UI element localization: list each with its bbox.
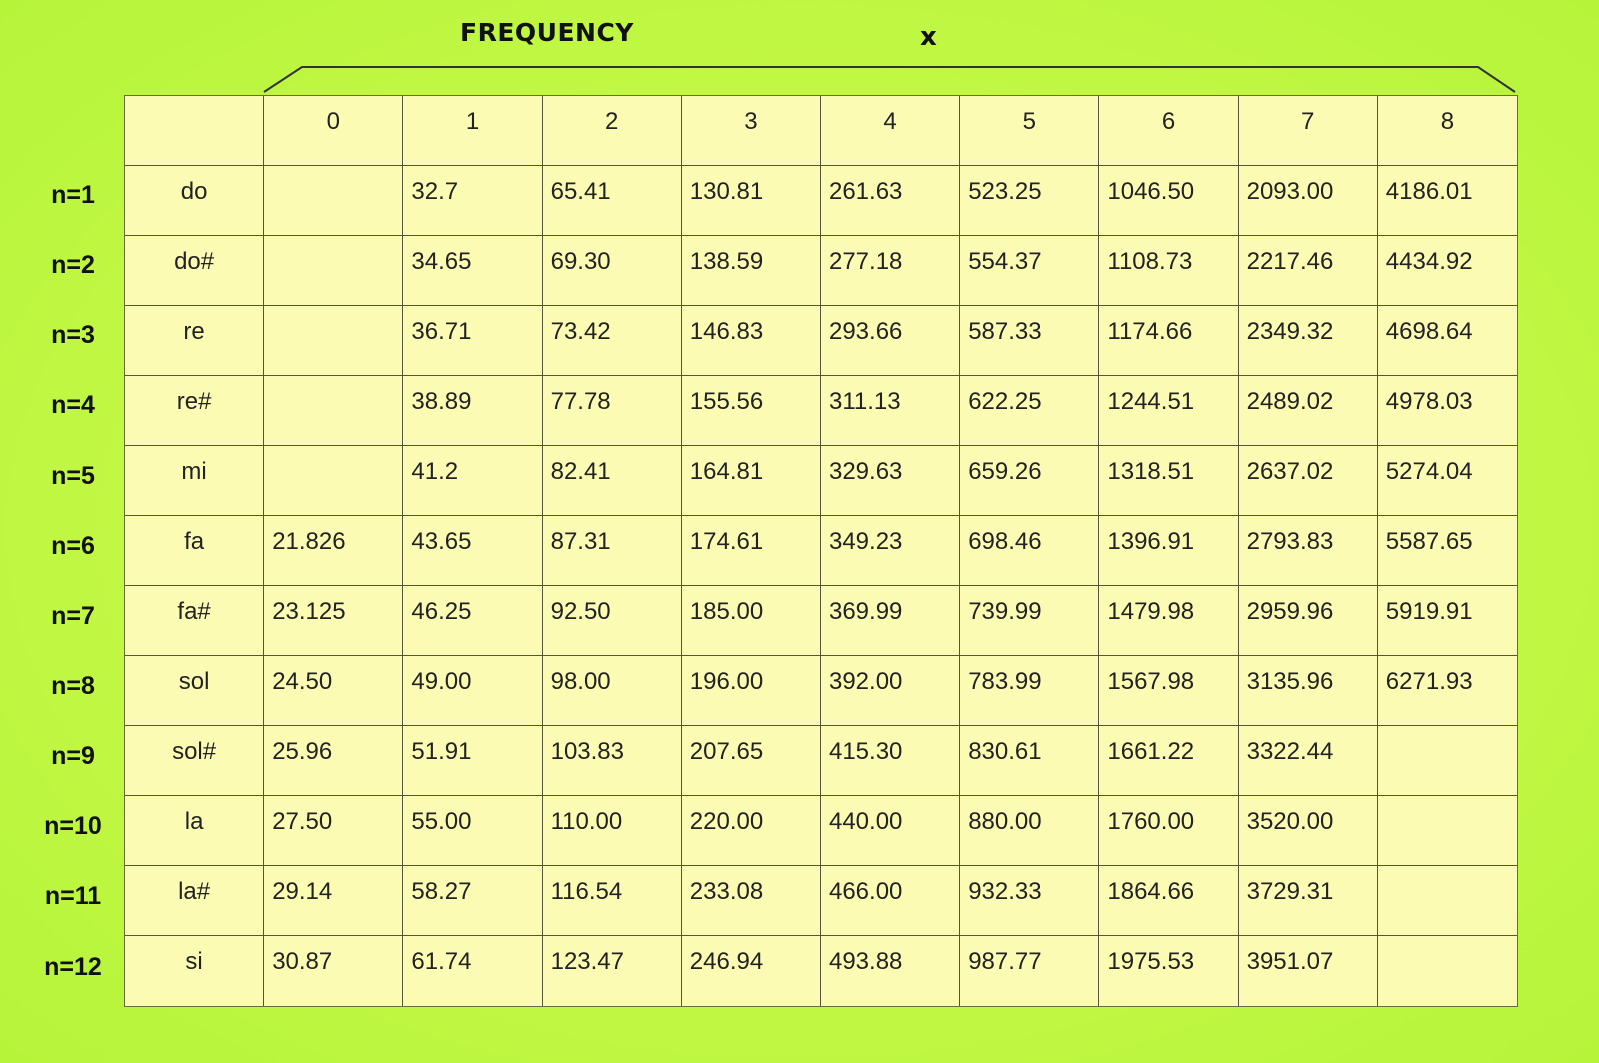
frequency-cell: 329.63 (821, 446, 960, 516)
frequency-cell: 69.30 (543, 236, 682, 306)
frequency-cell: 3951.07 (1239, 936, 1378, 1006)
column-header-1: 1 (403, 96, 542, 166)
frequency-cell: 3322.44 (1239, 726, 1378, 796)
frequency-cell: 830.61 (960, 726, 1099, 796)
note-name-cell: re (125, 306, 264, 376)
column-header-3: 3 (682, 96, 821, 166)
frequency-cell (264, 446, 403, 516)
row-label: n=8 (51, 671, 95, 700)
frequency-cell: 2093.00 (1239, 166, 1378, 236)
frequency-cell: 277.18 (821, 236, 960, 306)
note-name-cell: sol# (125, 726, 264, 796)
frequency-cell: 739.99 (960, 586, 1099, 656)
frequency-cell: 440.00 (821, 796, 960, 866)
frequency-cell: 27.50 (264, 796, 403, 866)
frequency-cell (264, 166, 403, 236)
frequency-cell (1378, 726, 1517, 796)
frequency-cell: 65.41 (543, 166, 682, 236)
frequency-cell: 622.25 (960, 376, 1099, 446)
frequency-cell: 130.81 (682, 166, 821, 236)
frequency-cell: 41.2 (403, 446, 542, 516)
row-label: n=4 (51, 391, 95, 420)
frequency-cell: 311.13 (821, 376, 960, 446)
row-label: n=2 (51, 251, 95, 280)
column-header-5: 5 (960, 96, 1099, 166)
frequency-cell: 87.31 (543, 516, 682, 586)
note-name-cell: do# (125, 236, 264, 306)
frequency-cell: 51.91 (403, 726, 542, 796)
row-labels (30, 165, 116, 1007)
x-axis-label: x (920, 22, 937, 52)
frequency-cell: 932.33 (960, 866, 1099, 936)
column-header-4: 4 (821, 96, 960, 166)
frequency-cell: 3520.00 (1239, 796, 1378, 866)
frequency-cell (264, 376, 403, 446)
frequency-cell: 2349.32 (1239, 306, 1378, 376)
frequency-cell (1378, 936, 1517, 1006)
frequency-cell: 1864.66 (1099, 866, 1238, 936)
note-name-cell: fa (125, 516, 264, 586)
frequency-cell: 4698.64 (1378, 306, 1517, 376)
frequency-cell: 3135.96 (1239, 656, 1378, 726)
frequency-cell: 185.00 (682, 586, 821, 656)
frequency-cell: 92.50 (543, 586, 682, 656)
frequency-table (124, 95, 1518, 1007)
frequency-cell: 2637.02 (1239, 446, 1378, 516)
frequency-cell: 783.99 (960, 656, 1099, 726)
frequency-cell: 1661.22 (1099, 726, 1238, 796)
frequency-cell: 4186.01 (1378, 166, 1517, 236)
frequency-cell: 5274.04 (1378, 446, 1517, 516)
frequency-cell: 21.826 (264, 516, 403, 586)
frequency-cell: 49.00 (403, 656, 542, 726)
frequency-cell: 2217.46 (1239, 236, 1378, 306)
frequency-cell: 23.125 (264, 586, 403, 656)
frequency-cell: 25.96 (264, 726, 403, 796)
frequency-cell: 1108.73 (1099, 236, 1238, 306)
note-name-cell: mi (125, 446, 264, 516)
chart-title: FREQUENCY (460, 18, 634, 47)
frequency-cell: 5587.65 (1378, 516, 1517, 586)
frequency-cell: 246.94 (682, 936, 821, 1006)
column-header-6: 6 (1099, 96, 1238, 166)
note-name-cell: la# (125, 866, 264, 936)
frequency-cell: 36.71 (403, 306, 542, 376)
frequency-cell: 1318.51 (1099, 446, 1238, 516)
note-name-cell: si (125, 936, 264, 1006)
frequency-cell: 61.74 (403, 936, 542, 1006)
frequency-cell: 174.61 (682, 516, 821, 586)
column-header-2: 2 (543, 96, 682, 166)
frequency-cell: 987.77 (960, 936, 1099, 1006)
column-header-7: 7 (1239, 96, 1378, 166)
frequency-cell: 466.00 (821, 866, 960, 936)
frequency-cell: 77.78 (543, 376, 682, 446)
frequency-cell: 32.7 (403, 166, 542, 236)
frequency-cell: 30.87 (264, 936, 403, 1006)
frequency-cell: 207.65 (682, 726, 821, 796)
frequency-cell: 587.33 (960, 306, 1099, 376)
frequency-cell (1378, 796, 1517, 866)
row-label: n=3 (51, 321, 95, 350)
frequency-cell: 220.00 (682, 796, 821, 866)
frequency-cell: 138.59 (682, 236, 821, 306)
frequency-cell: 110.00 (543, 796, 682, 866)
row-label: n=1 (51, 181, 95, 209)
frequency-cell: 46.25 (403, 586, 542, 656)
row-label: n=7 (51, 601, 95, 630)
row-label: n=9 (51, 742, 95, 771)
frequency-cell: 293.66 (821, 306, 960, 376)
frequency-cell: 1396.91 (1099, 516, 1238, 586)
frequency-cell: 34.65 (403, 236, 542, 306)
frequency-cell (264, 236, 403, 306)
frequency-cell (264, 306, 403, 376)
frequency-cell: 1046.50 (1099, 166, 1238, 236)
frequency-cell: 82.41 (543, 446, 682, 516)
frequency-cell: 3729.31 (1239, 866, 1378, 936)
frequency-cell: 698.46 (960, 516, 1099, 586)
frequency-cell: 38.89 (403, 376, 542, 446)
frequency-cell: 880.00 (960, 796, 1099, 866)
frequency-cell: 261.63 (821, 166, 960, 236)
column-header-8: 8 (1378, 96, 1517, 166)
row-label: n=12 (44, 952, 102, 981)
note-name-cell: fa# (125, 586, 264, 656)
frequency-cell: 659.26 (960, 446, 1099, 516)
frequency-cell: 1975.53 (1099, 936, 1238, 1006)
frequency-cell: 554.37 (960, 236, 1099, 306)
row-label: n=6 (51, 531, 95, 560)
frequency-cell: 369.99 (821, 586, 960, 656)
frequency-cell: 146.83 (682, 306, 821, 376)
frequency-cell: 1567.98 (1099, 656, 1238, 726)
frequency-cell: 73.42 (543, 306, 682, 376)
note-name-cell: re# (125, 376, 264, 446)
frequency-cell: 1244.51 (1099, 376, 1238, 446)
bracket-line (264, 67, 1515, 92)
frequency-cell: 98.00 (543, 656, 682, 726)
frequency-cell: 196.00 (682, 656, 821, 726)
frequency-cell: 55.00 (403, 796, 542, 866)
frequency-cell: 155.56 (682, 376, 821, 446)
column-header-0: 0 (264, 96, 403, 166)
frequency-cell: 392.00 (821, 656, 960, 726)
frequency-cell: 1479.98 (1099, 586, 1238, 656)
frequency-cell: 415.30 (821, 726, 960, 796)
frequency-cell: 4978.03 (1378, 376, 1517, 446)
frequency-cell: 2959.96 (1239, 586, 1378, 656)
frequency-cell: 116.54 (543, 866, 682, 936)
frequency-cell: 4434.92 (1378, 236, 1517, 306)
frequency-cell: 1174.66 (1099, 306, 1238, 376)
note-name-cell: la (125, 796, 264, 866)
frequency-cell: 233.08 (682, 866, 821, 936)
frequency-cell: 58.27 (403, 866, 542, 936)
frequency-cell: 349.23 (821, 516, 960, 586)
frequency-cell: 123.47 (543, 936, 682, 1006)
frequency-cell: 523.25 (960, 166, 1099, 236)
frequency-cell (1378, 866, 1517, 936)
row-label: n=10 (44, 812, 102, 841)
frequency-cell: 5919.91 (1378, 586, 1517, 656)
frequency-cell: 493.88 (821, 936, 960, 1006)
frequency-cell: 103.83 (543, 726, 682, 796)
frequency-cell: 2793.83 (1239, 516, 1378, 586)
frequency-cell: 1760.00 (1099, 796, 1238, 866)
header-corner-cell (125, 96, 264, 166)
frequency-cell: 24.50 (264, 656, 403, 726)
frequency-cell: 6271.93 (1378, 656, 1517, 726)
frequency-cell: 2489.02 (1239, 376, 1378, 446)
row-label: n=5 (51, 461, 95, 490)
note-name-cell: sol (125, 656, 264, 726)
row-label: n=11 (44, 882, 102, 911)
frequency-cell: 29.14 (264, 866, 403, 936)
frequency-cell: 43.65 (403, 516, 542, 586)
note-name-cell: do (125, 166, 264, 236)
frequency-cell: 164.81 (682, 446, 821, 516)
